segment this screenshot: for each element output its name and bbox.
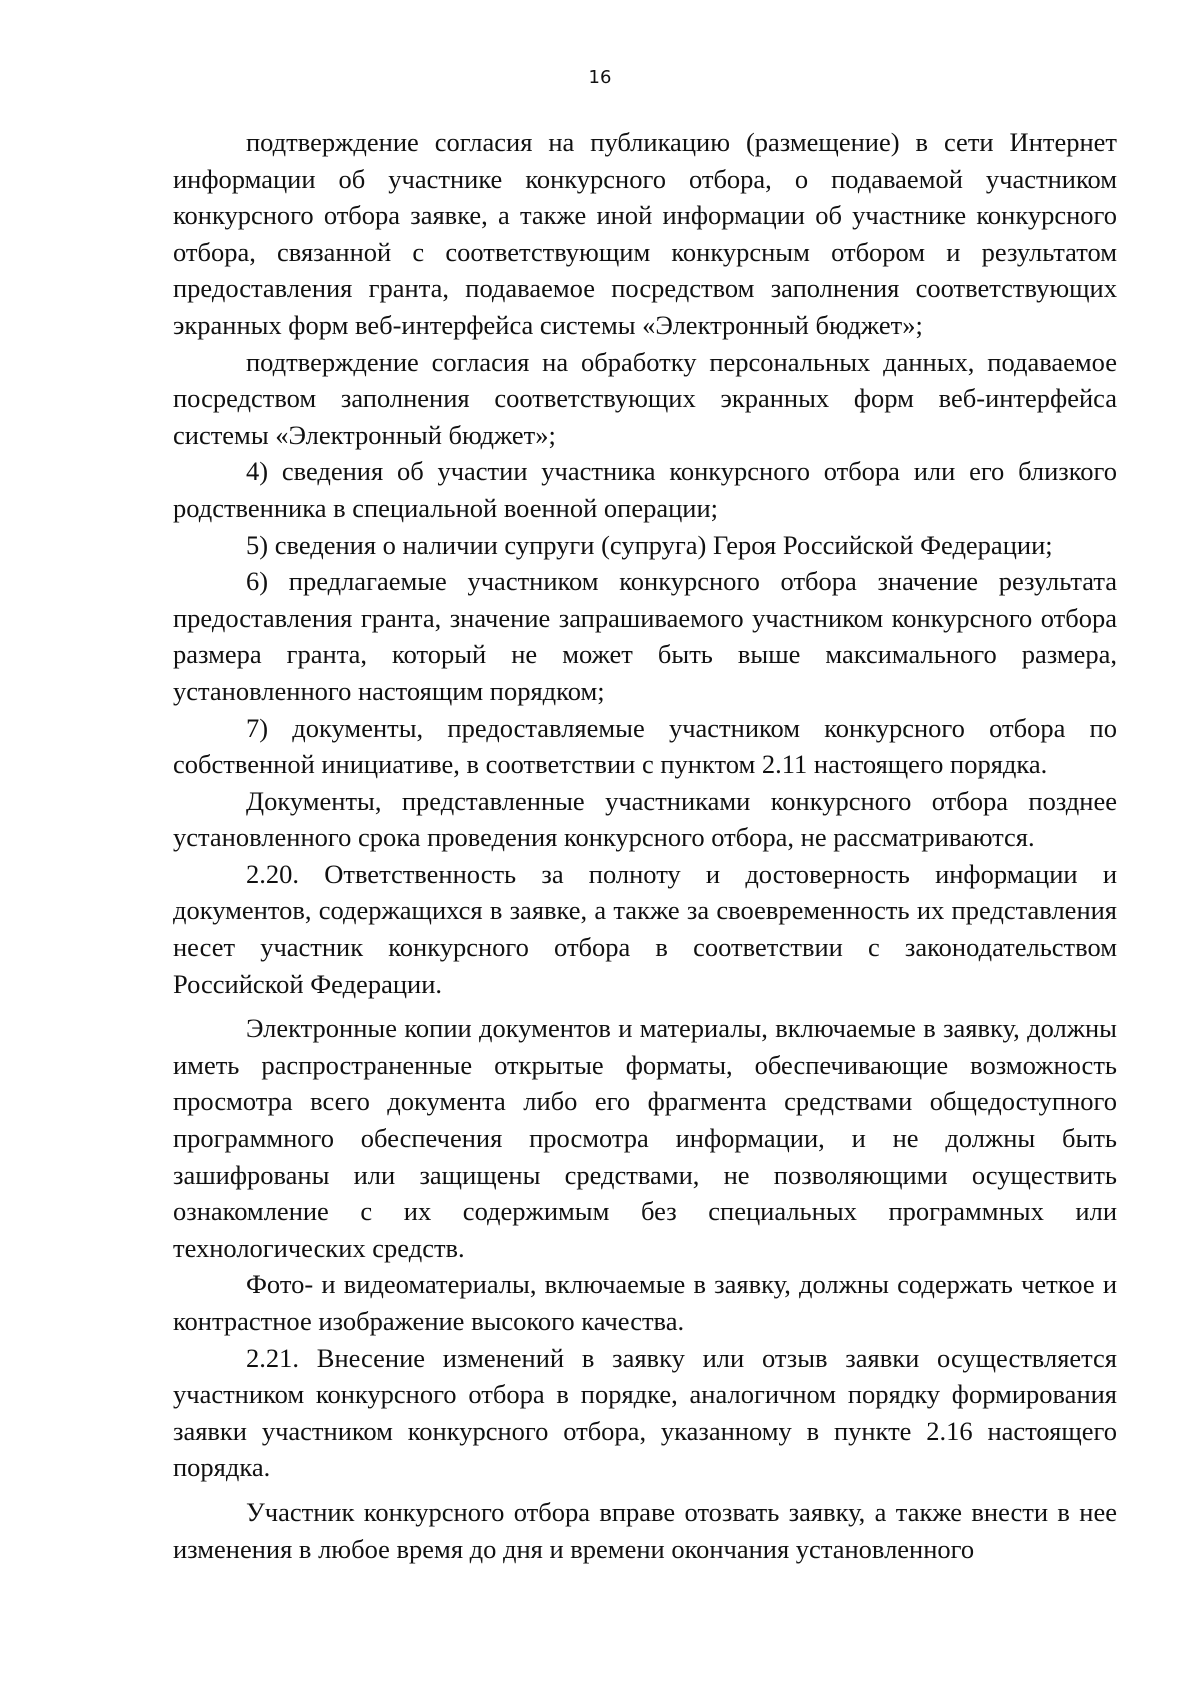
page-number: 16 (588, 67, 612, 88)
paragraph-electronic-copies: Электронные копии документов и материалы, включаемые в заявку, должны иметь распространенные открытые форматы, обеспечивающие возможность просмотра всего документа либо его фрагмента средствами общедоступного программного обеспечения просмотра информации, и не должны быть зашифрованы или защищены средствами, не позволяющими осуществить ознакомление с их содержимым без специальных программных или технологических средств. (173, 1013, 1117, 1263)
paragraph-item-4: 4) сведения об участии участника конкурсного отбора или его близкого родственника в специальной военной операции; (173, 456, 1117, 523)
paragraph-consent-personal-data: подтверждение согласия на обработку персональных данных, подаваемое посредством заполнения соответствующих экранных форм веб-интерфейса системы «Электронный бюджет»; (173, 346, 1117, 450)
paragraph-consent-publication: подтверждение согласия на публикацию (размещение) в сети Интернет информации об участнике конкурсного отбора, о подаваемой участником конкурсного отбора заявке, а также иной информации об участнике конкурсного отбора, связанной с соответствующим конкурсным отбором и результатом предоставления гранта, подаваемое посредством заполнения соответствующих экранных форм веб-интерфейса системы «Электронный бюджет»; (173, 127, 1117, 340)
paragraph-section-2-21: 2.21. Внесение изменений в заявку или отзыв заявки осуществляется участником конкурсного отбора в порядке, аналогичном порядку формирования заявки участником конкурсного отбора, указанному в пункте 2.16 настоящего порядка. (173, 1342, 1117, 1483)
paragraph-late-documents: Документы, представленные участниками конкурсного отбора позднее установленного срока проведения конкурсного отбора, не рассматриваются. (173, 785, 1117, 853)
paragraph-section-2-20: 2.20. Ответственность за полноту и достоверность информации и документов, содержащихся в заявке, а также за своевременность их представления несет участник конкурсного отбора в соответствии с законодательством Российской Федерации. (173, 858, 1117, 999)
document-body (173, 124, 1117, 1567)
paragraph-item-6: 6) предлагаемые участником конкурсного отбора значение результата предоставления гранта, значение запрашиваемого участником конкурсного отбора размера гранта, который не может быть выше максимального размера, установленного настоящим порядком; (173, 566, 1117, 706)
paragraph-item-5: 5) сведения о наличии супруги (супруга) Героя Российской Федерации; (246, 529, 1053, 560)
paragraph-item-7: 7) документы, предоставляемые участником конкурсного отбора по собственной инициативе, в соответствии с пунктом 2.11 настоящего порядка. (173, 712, 1117, 780)
paragraph-withdraw-application: Участник конкурсного отбора вправе отозвать заявку, а также внести в нее изменения в любое время до дня и времени окончания установленного (173, 1496, 1117, 1564)
paragraph-photo-video: Фото- и видеоматериалы, включаемые в заявку, должны содержать четкое и контрастное изображение высокого качества. (173, 1269, 1117, 1336)
